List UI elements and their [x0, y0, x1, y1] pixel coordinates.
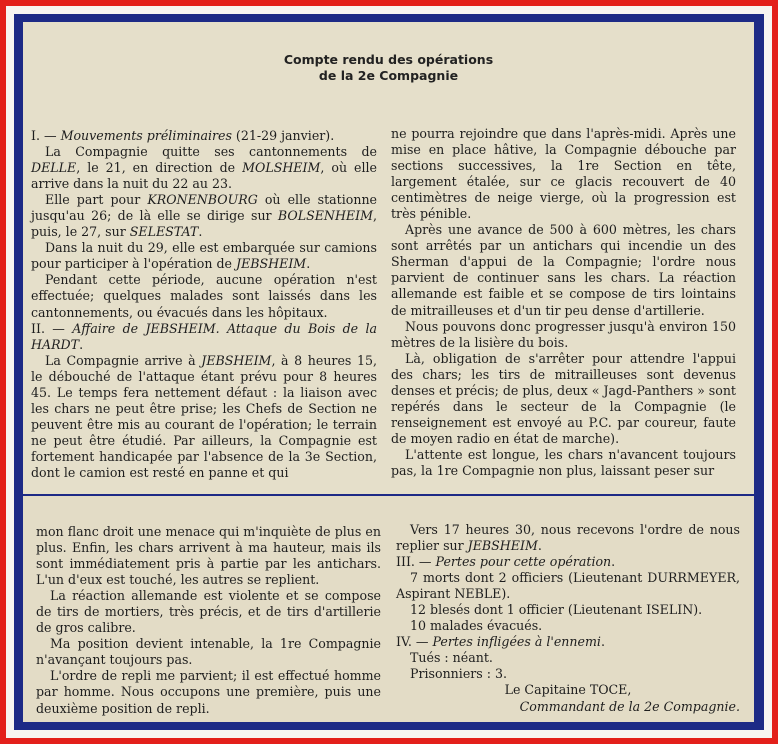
text-run: Là, obligation de s'arrêter pour attendre l'appui des chars; les tirs de mitrailleuses sont devenus denses et précis; de plus, deux « Jagd-Panthers » sont repérés dans le secteur de la Compagnie (le renseignement est envoyé au P.C. par coureur, faute de moyen radio en état de marche).	[391, 350, 736, 446]
document-upper-clipping	[23, 22, 754, 494]
text-run: , où elle arrive dans la nuit du 22 au 23.	[31, 160, 377, 192]
paragraph	[391, 447, 736, 479]
text-run: Ma position devient intenable, la 1re Compagnie n'avançant toujours pas.	[36, 636, 381, 668]
italic-text: JEBSHEIM	[236, 256, 307, 272]
text-run: .	[198, 224, 203, 240]
text-run: Pendant cette période, aucune opération n'est effectuée; quelques malades sont laissés dans les cantonnements, ou évacués dans les hôpitaux.	[31, 272, 377, 320]
text-run: II. —	[31, 320, 73, 336]
italic-text: Affaire de JEBSHEIM. Attaque du Bois de la HARDT	[31, 320, 377, 352]
italic-text: KRONENBOURG	[147, 192, 258, 208]
text-run: La Compagnie arrive à	[45, 352, 202, 368]
paragraph	[36, 636, 381, 668]
italic-text: Pertes pour cette opération	[435, 554, 612, 570]
paragraph	[31, 144, 377, 192]
italic-text: SELESTAT	[129, 224, 199, 240]
text-run: 10 malades évacués.	[410, 618, 543, 634]
paragraph	[396, 666, 740, 682]
italic-text: Mouvements préliminaires	[60, 128, 232, 143]
paragraph	[31, 353, 377, 481]
paragraph	[391, 351, 736, 447]
paragraph	[391, 222, 736, 318]
paragraph	[396, 618, 740, 634]
column-lower-right	[396, 522, 740, 715]
paragraph	[391, 319, 736, 351]
text-run: Vers 17 heures 30, nous recevons l'ordre de nous replier sur	[396, 522, 740, 554]
text-run: .	[306, 256, 311, 272]
text-run: III. —	[396, 554, 436, 570]
paragraph	[396, 634, 740, 650]
text-run: Elle part pour	[45, 192, 148, 208]
text-run: , puis, le 27, sur	[31, 208, 377, 240]
text-run: .	[79, 336, 84, 352]
italic-text: Commandant de la 2e Compagnie.	[519, 698, 740, 714]
text-run: ne pourra rejoindre que dans l'après-midi. Après une mise en place hâtive, la Compagnie débouche par sections successives, la 1re Section en tête, largement étalée, sur ce glacis recouvert de 40 centimètres de neige vierge, où la progression est très pénible.	[391, 126, 736, 222]
text-run: .	[611, 554, 616, 570]
column-lower-left	[36, 524, 381, 717]
paragraph	[396, 682, 740, 698]
text-run: Nous pouvons donc progresser jusqu'à environ 150 mètres de la lisière du bois.	[391, 318, 736, 350]
paragraph	[31, 321, 377, 353]
paragraph	[36, 588, 381, 636]
paragraph	[31, 272, 377, 320]
document-title: Compte rendu des opérations	[283, 52, 494, 67]
text-run: Après une avance de 500 à 600 mètres, les chars sont arrêtés par un antichars qui incendie un des Sherman d'appui de la Compagnie; l'ordre nous parvient de continuer sans les chars. La réaction allemande est faible et se compose de tirs lointains de mitrailleuses et d'un tir peu dense d'artillerie.	[391, 222, 736, 318]
text-run: La réaction allemande est violente et se compose de tirs de mortiers, très précis, et de tirs d'artillerie de gros calibre.	[36, 588, 381, 636]
italic-text: JEBSHEIM	[467, 538, 538, 554]
text-run: , à 8 heures 15, le débouché de l'attaque étant prévu pour 8 heures 45. Le temps fera nettement défaut : la liaison avec les chars ne peut être prise; les Chefs de Section ne peuvent être mis au courant de l'opération; le terrain ne peut être étudié. Par ailleurs, la Compagnie est fortement handicapée par l'absence de la 3e Section, dont le camion est resté en panne et qui	[31, 352, 377, 480]
italic-text: JEBSHEIM	[201, 352, 272, 368]
text-run: 7 morts dont 2 officiers (Lieutenant DURRMEYER, Aspirant NEBLE).	[396, 570, 740, 602]
column-upper-right	[391, 126, 736, 479]
document-subtitle: de la 2e Compagnie	[318, 68, 459, 83]
paragraph	[36, 524, 381, 588]
text-run: .	[600, 634, 605, 650]
text-run: L'attente est longue, les chars n'avancent toujours pas, la 1re Compagnie non plus, laissant peser sur	[391, 446, 736, 478]
text-run: Le Capitaine TOCE,	[504, 682, 632, 698]
paragraph	[396, 554, 740, 570]
text-run: .	[537, 538, 542, 554]
text-run: L'ordre de repli me parvient; il est effectué homme par homme. Nous occupons une première, puis une deuxième position de repli.	[36, 668, 381, 716]
paragraph	[396, 570, 740, 602]
text-run: , le 21, en direction de	[76, 160, 243, 176]
text-run: Dans la nuit du 29, elle est embarquée sur camions pour participer à l'opération de	[31, 240, 377, 272]
text-run: Tués : néant.	[410, 650, 493, 666]
text-run: Prisonniers : 3.	[410, 666, 508, 682]
paragraph	[396, 699, 740, 715]
text-run: où elle stationne jusqu'au 26; de là elle se dirige sur	[31, 192, 378, 224]
italic-text: MOLSHEIM	[242, 160, 321, 176]
italic-text: DELLE	[31, 160, 77, 176]
paragraph	[31, 240, 377, 272]
text-run: (21-29 janvier).	[231, 128, 335, 143]
paragraph	[396, 650, 740, 666]
paragraph	[36, 668, 381, 716]
column-upper-left	[31, 128, 377, 481]
paragraph	[31, 128, 377, 144]
text-run: I. —	[31, 128, 61, 143]
text-run: IV. —	[396, 634, 433, 650]
document-lower-clipping	[23, 496, 754, 722]
text-run: mon flanc droit une menace qui m'inquiète de plus en plus. Enfin, les chars arrivent à ma hauteur, mais ils sont immédiatement pris à partie par les antichars. L'un d'eux est touché, les autres se replient.	[36, 524, 381, 588]
text-run: La Compagnie quitte ses cantonnements de	[45, 144, 377, 160]
paragraph	[396, 602, 740, 618]
paragraph	[396, 522, 740, 554]
text-run: 12 blesés dont 1 officier (Lieutenant ISELIN).	[410, 602, 703, 618]
paragraph	[31, 192, 377, 240]
italic-text: Pertes infligées à l'ennemi	[432, 634, 601, 650]
italic-text: BOLSENHEIM	[277, 208, 373, 224]
paragraph	[391, 126, 736, 222]
